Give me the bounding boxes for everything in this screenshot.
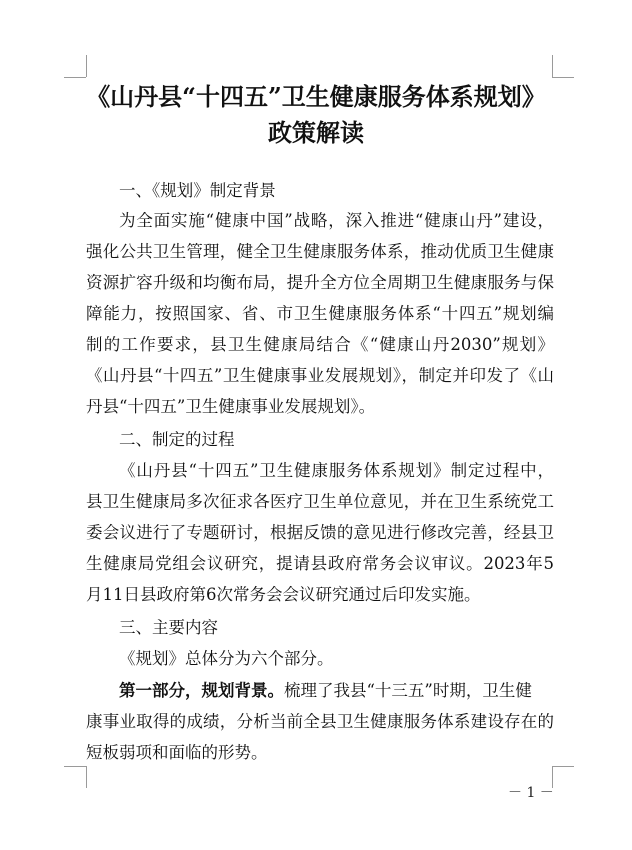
crop-mark-top-right-vertical — [552, 55, 553, 77]
paragraph-line: 《规划》总体分为六个部分。 — [119, 649, 334, 668]
paragraph-line: 县卫生健康局多次征求各医疗卫生单位意见，并在卫生系统党工 — [86, 492, 554, 511]
section-heading-process: 二、制定的过程 — [119, 430, 235, 449]
part-heading: 第一部分，规划背景。 — [119, 681, 284, 700]
document-title: 《山丹县“十四五”卫生健康服务体系规划》 — [86, 82, 546, 111]
paragraph-line: 强化公共卫生管理，健全卫生健康服务体系，推动优质卫生健康 — [86, 242, 554, 261]
crop-mark-bottom-left-vertical — [86, 766, 87, 788]
crop-mark-top-left-vertical — [86, 55, 87, 77]
paragraph-line: 丹县“十四五”卫生健康事业发展规划》。 — [86, 397, 376, 416]
page-number: － 1 － — [508, 785, 554, 801]
paragraph-line: 资源扩容升级和均衡布局，提升全方位全周期卫生健康服务与保 — [86, 273, 554, 292]
paragraph-line: 《山丹县“十四五”卫生健康事业发展规划》，制定并印发了《山 — [86, 366, 554, 385]
paragraph-line: 制的工作要求，县卫生健康局结合《“健康山丹2030”规划》 — [86, 335, 554, 354]
paragraph-line: 月11日县政府第6次常务会会议研究通过后印发实施。 — [86, 585, 481, 604]
paragraph-line: 委会议进行了专题研讨，根据反馈的意见进行修改完善，经县卫 — [86, 523, 554, 542]
paragraph-line: 短板弱项和面临的形势。 — [86, 743, 268, 762]
section-heading-content: 三、主要内容 — [119, 618, 218, 637]
crop-mark-bottom-right — [552, 766, 574, 767]
paragraph-line: 《山丹县“十四五”卫生健康服务体系规划》制定过程中， — [119, 461, 554, 480]
document-subtitle: 政策解读 — [268, 118, 364, 147]
paragraph-line — [119, 679, 554, 703]
paragraph-line: 障能力，按照国家、省、市卫生健康服务体系“十四五”规划编 — [86, 304, 554, 323]
section-heading-background: 一、《规划》制定背景 — [119, 181, 276, 200]
crop-mark-bottom-left — [64, 766, 86, 767]
part-text: 梳理了我县“十三五”时期，卫生健 — [284, 681, 532, 700]
paragraph-line: 生健康局党组会议研究，提请县政府常务会议审议。2023年5 — [86, 554, 554, 573]
paragraph-line: 康事业取得的成绩，分析当前全县卫生健康服务体系建设存在的 — [86, 712, 554, 731]
paragraph-line: 为全面实施“健康中国”战略，深入推进“健康山丹”建设， — [119, 211, 554, 230]
